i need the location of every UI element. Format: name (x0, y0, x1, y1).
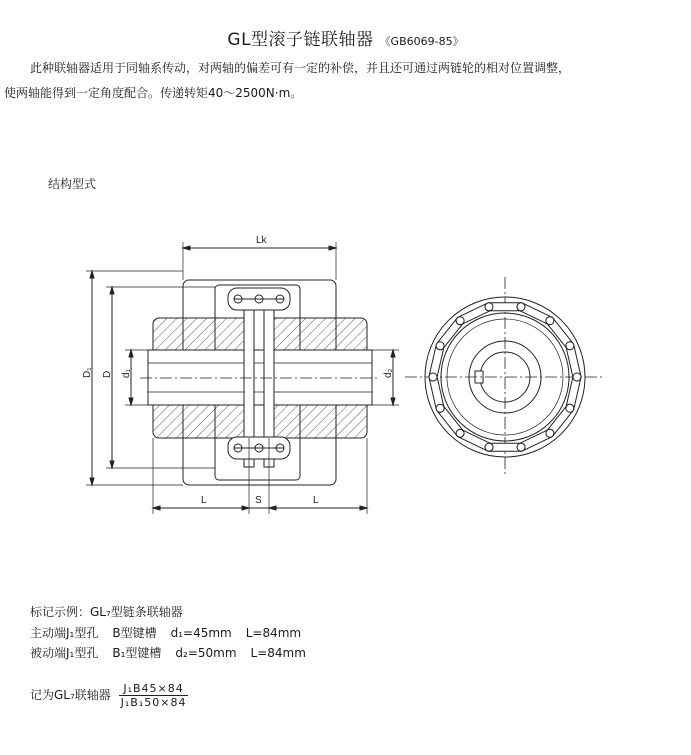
description-line-2: 使两轴能得到一定角度配合。传递转矩40～2500N·m。 (4, 86, 303, 100)
notation-fraction (119, 682, 189, 709)
label-d: D (102, 370, 113, 378)
driven-side: 被动端J₁型孔 (30, 646, 99, 660)
title-standard: 《GB6069-85》 (379, 35, 464, 48)
driven-diameter: d₂=50mm (175, 646, 237, 660)
chain-roller (546, 317, 554, 325)
driven-length: L=84mm (250, 646, 306, 660)
driving-length: L=84mm (245, 626, 302, 640)
driving-side: 主动端J₁型孔 (30, 626, 99, 640)
chain-top (228, 288, 290, 310)
marking-notation (30, 682, 188, 709)
chain-roller (546, 429, 554, 437)
marking-heading: 标记示例：GL₇型链条联轴器 (30, 605, 183, 619)
chain-roller (573, 373, 581, 381)
label-d2: d₂ (383, 368, 394, 378)
chain-link-fill (433, 346, 440, 377)
side-view (86, 242, 399, 514)
driven-key: B₁型键槽 (112, 646, 162, 660)
chain-roller (517, 443, 525, 451)
chain-roller (566, 404, 574, 412)
chain-roller (436, 342, 444, 350)
notation-prefix: 记为GL₇联轴器 (30, 688, 111, 702)
chain-link-fill (433, 377, 440, 408)
chain-bottom (228, 437, 290, 459)
title-main: GL型滚子链联轴器 (227, 30, 374, 50)
chain-roller (485, 443, 493, 451)
chain-roller (485, 303, 493, 311)
chain-roller (566, 342, 574, 350)
marking-driven (30, 644, 306, 661)
chain-roller (456, 317, 464, 325)
notation-numerator: J₁B45×84 (119, 682, 189, 696)
notation-denominator: J₁B₁50×84 (120, 696, 187, 709)
chain-roller (517, 303, 525, 311)
chain-link-fill (550, 408, 570, 433)
chain-roller (456, 429, 464, 437)
section-title: 结构型式 (48, 177, 97, 191)
chain-roller (436, 404, 444, 412)
chain-link-fill (570, 377, 577, 408)
label-lk: Lk (256, 235, 267, 246)
marking-driving (30, 624, 301, 641)
driving-diameter: d₁=45mm (170, 626, 232, 640)
driving-key: B型键槽 (112, 626, 157, 640)
shaft-bore (148, 350, 372, 405)
label-d1: d₁ (121, 369, 132, 378)
label-d-outer: D₁ (82, 367, 93, 378)
label-s: S (255, 495, 262, 506)
chain-link-fill (440, 408, 460, 433)
description-line-1: 此种联轴器适用于同轴系传动，对两轴的偏差可有一定的补偿，并且还可通过两链轮的相对位置调整， (30, 61, 571, 75)
chain-roller (429, 373, 437, 381)
label-l-left: L (201, 495, 207, 506)
chain-link-fill (570, 346, 577, 377)
chain-link-fill (440, 321, 460, 346)
label-l-right: L (313, 495, 319, 506)
chain-link-fill (550, 321, 570, 346)
